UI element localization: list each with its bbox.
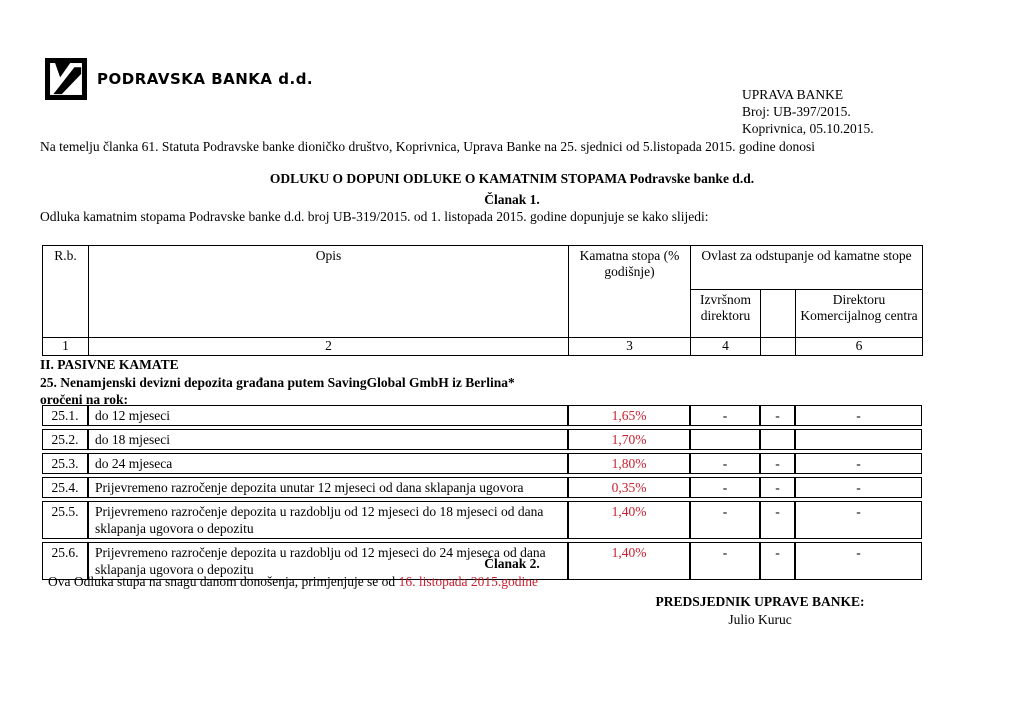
row-authority-exec: - — [690, 453, 760, 474]
row-number: 25.5. — [42, 501, 88, 539]
row-description: do 12 mjeseci — [88, 405, 568, 426]
table-row — [42, 429, 922, 450]
row-authority-dir: - — [795, 501, 922, 539]
row-number: 25.6. — [42, 542, 88, 580]
col-number: 4 — [691, 338, 761, 356]
row-authority-exec: - — [690, 501, 760, 539]
table-row — [42, 501, 922, 539]
col-header-authority-group: Ovlast za odstupanje od kamatne stope — [691, 246, 923, 290]
row-description: Prijevremeno razročenje depozita unutar 12 mjeseci od dana sklapanja ugovora — [88, 477, 568, 498]
row-authority-dir — [795, 429, 922, 450]
meta-place-date: Koprivnica, 05.10.2015. — [742, 121, 874, 136]
article1-heading: Članak 1. — [484, 192, 540, 207]
col-header-authority-mid — [761, 290, 796, 338]
row-number: 25.4. — [42, 477, 88, 498]
article2-body — [48, 574, 998, 590]
col-number: 1 — [43, 338, 89, 356]
row-rate: 1,70% — [568, 429, 690, 450]
col-number: 6 — [796, 338, 923, 356]
row-authority-mid: - — [760, 405, 795, 426]
row-authority-mid: - — [760, 453, 795, 474]
table-row — [42, 405, 922, 426]
bank-logo-icon — [45, 58, 87, 100]
row-authority-mid: - — [760, 501, 795, 539]
row-number: 25.1. — [42, 405, 88, 426]
section-line-2: 25. Nenamjenski devizni depozita građana putem SavingGlobal GmbH iz Berlina* — [40, 374, 515, 390]
document-meta — [742, 86, 874, 137]
signature-role: PREDSJEDNIK UPRAVE BANKE: — [655, 594, 865, 609]
col-header-authority-exec: Izvršnom direktoru — [691, 290, 761, 338]
row-authority-mid: - — [760, 477, 795, 498]
article2-heading: Članak 2. — [484, 556, 540, 571]
col-number — [761, 338, 796, 356]
meta-org: UPRAVA BANKE — [742, 87, 844, 102]
section-heading — [40, 356, 990, 409]
table-row — [42, 453, 922, 474]
row-authority-exec — [690, 429, 760, 450]
row-rate: 1,65% — [568, 405, 690, 426]
row-number: 25.2. — [42, 429, 88, 450]
bank-name: PODRAVSKA BANKA d.d. — [97, 70, 314, 88]
row-rate: 0,35% — [568, 477, 690, 498]
row-authority-exec: - — [690, 542, 760, 580]
rates-table-header — [42, 245, 923, 356]
row-authority-mid — [760, 429, 795, 450]
row-description: Prijevremeno razročenje depozita u razdoblju od 12 mjeseci do 24 mjeseca od dana sklapanja ugovora o depozitu — [88, 542, 568, 580]
row-description: do 18 mjeseci — [88, 429, 568, 450]
section-line-1: II. PASIVNE KAMATE — [40, 357, 179, 372]
table-row — [42, 477, 922, 498]
row-rate: 1,80% — [568, 453, 690, 474]
bank-logo — [45, 58, 313, 100]
col-header-opis: Opis — [89, 246, 569, 338]
col-header-rb: R.b. — [43, 246, 89, 338]
row-authority-exec: - — [690, 405, 760, 426]
col-header-authority-dir: Direktoru Komercijalnog centra — [796, 290, 923, 338]
row-authority-dir: - — [795, 542, 922, 580]
signature-name: Julio Kuruc — [728, 612, 792, 627]
article2-body-text: Ova Odluka stupa na snagu danom donošenja, primjenjuje se od — [48, 574, 399, 589]
intro-paragraph: Na temelju članka 61. Statuta Podravske banke dioničko društvo, Koprivnica, Uprava Banke na 25. sjednici od 5.listopada 2015. godine donosi — [40, 139, 815, 154]
col-number: 3 — [569, 338, 691, 356]
row-authority-dir: - — [795, 405, 922, 426]
row-rate: 1,40% — [568, 501, 690, 539]
document-title: ODLUKU O DOPUNI ODLUKE O KAMATNIM STOPAMA Podravske banke d.d. — [269, 171, 755, 186]
effective-date: 16. listopada 2015.godine — [398, 574, 539, 589]
meta-number: Broj: UB-397/2015. — [742, 104, 851, 119]
row-description: Prijevremeno razročenje depozita u razdoblju od 12 mjeseci do 18 mjeseci od dana sklapanja ugovora o depozitu — [88, 501, 568, 539]
row-authority-dir: - — [795, 453, 922, 474]
article1-body: Odluka kamatnim stopama Podravske banke d.d. broj UB-319/2015. od 1. listopada 2015. godine dopunjuje se kako slijedi: — [40, 209, 709, 224]
row-authority-exec: - — [690, 477, 760, 498]
row-description: do 24 mjeseca — [88, 453, 568, 474]
section-line-3: oročeni na rok: — [40, 392, 129, 407]
row-number: 25.3. — [42, 453, 88, 474]
row-authority-dir: - — [795, 477, 922, 498]
row-authority-mid: - — [760, 542, 795, 580]
row-rate: 1,40% — [568, 542, 690, 580]
col-header-rate: Kamatna stopa (% godišnje) — [569, 246, 691, 338]
col-number: 2 — [89, 338, 569, 356]
